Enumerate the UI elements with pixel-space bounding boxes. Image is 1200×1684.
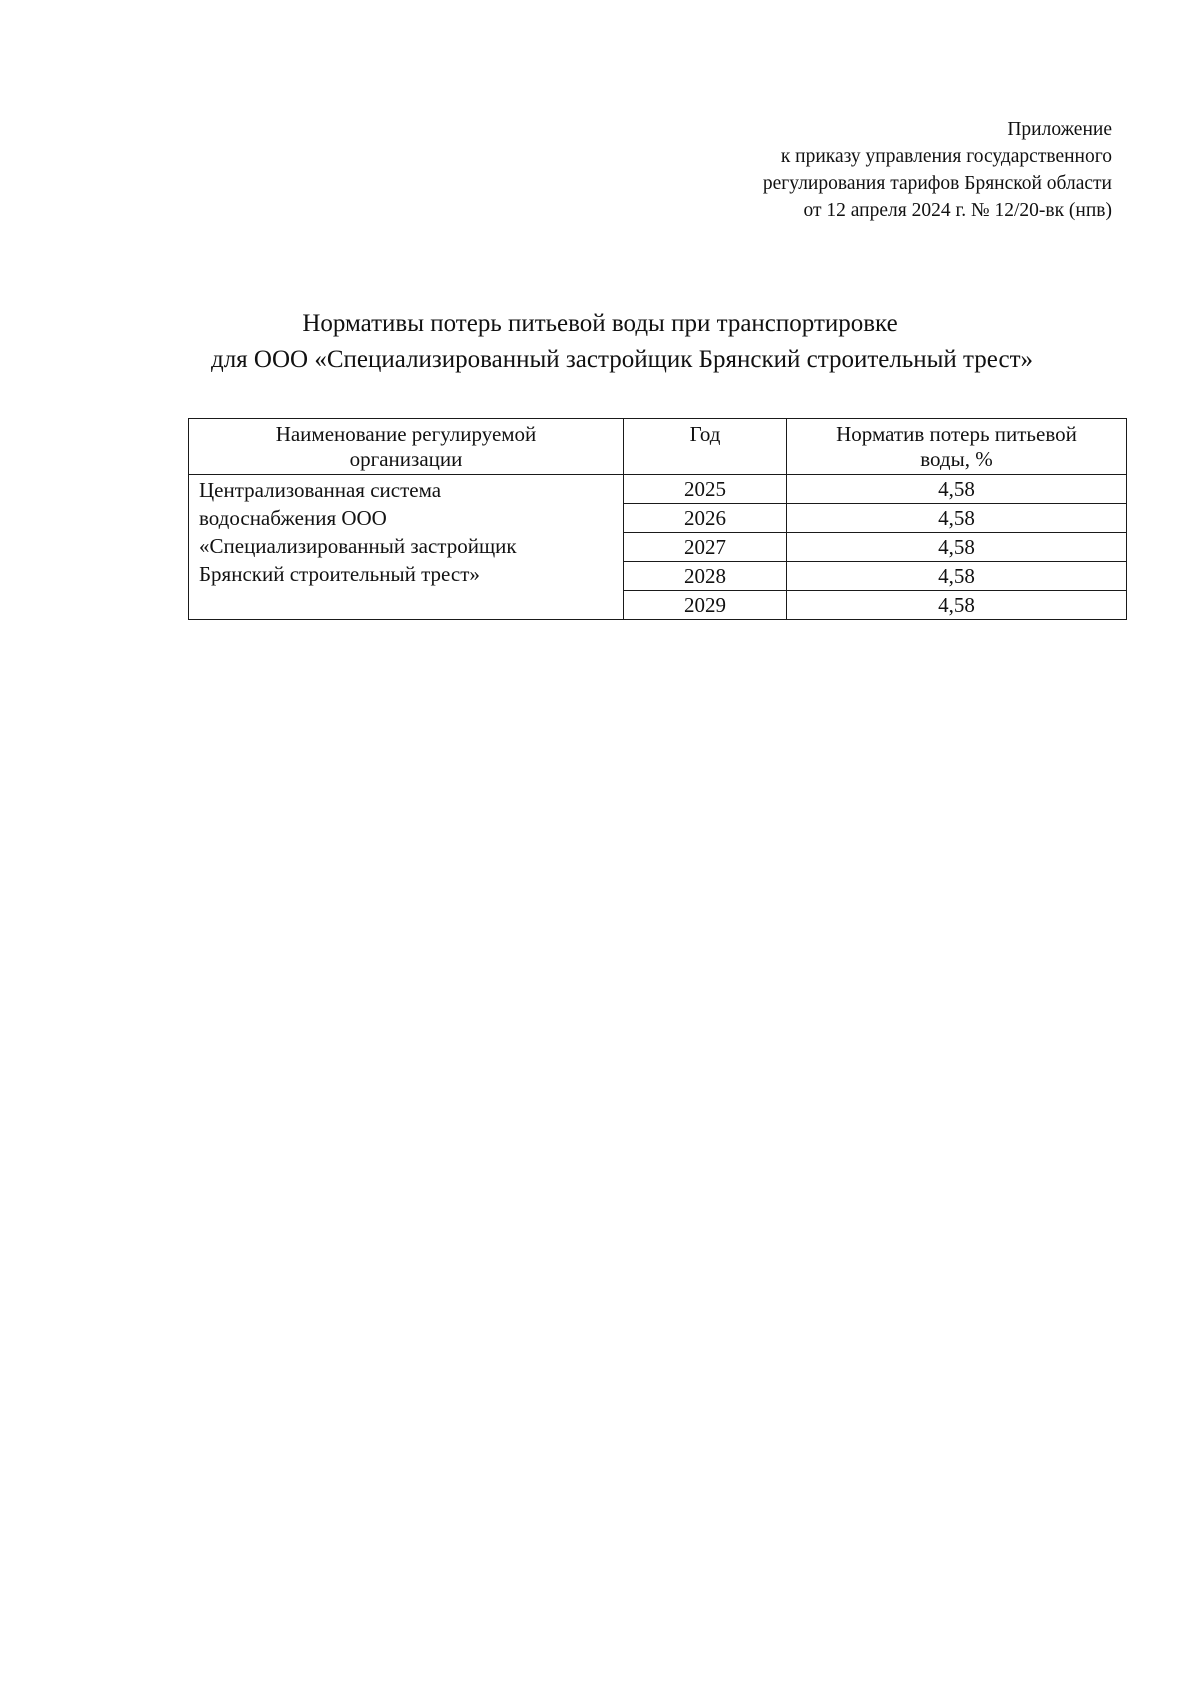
organization-line-4: Брянский строительный трест» [199, 562, 480, 586]
year-cell: 2027 [624, 533, 787, 562]
header-year: Год [624, 419, 787, 475]
norm-value-cell: 4,58 [787, 504, 1127, 533]
organization-cell [189, 475, 624, 620]
norm-value-cell: 4,58 [787, 475, 1127, 504]
header-organization [189, 419, 624, 475]
header-norm [787, 419, 1127, 475]
year-cell: 2028 [624, 562, 787, 591]
appendix-header [763, 116, 1112, 224]
header-organization-line-1: Наименование регулируемой [275, 422, 537, 446]
year-cell: 2025 [624, 475, 787, 504]
header-norm-line-1: Норматив потерь питьевой [836, 422, 1077, 446]
year-cell: 2026 [624, 504, 787, 533]
title-line-1: Нормативы потерь питьевой воды при транспортировке [302, 310, 898, 337]
year-cell: 2029 [624, 591, 787, 620]
title-line-2: для ООО «Специализированный застройщик Брянский строительный трест» [210, 346, 1033, 373]
organization-line-1: Централизованная система [199, 478, 442, 502]
appendix-label: Приложение [1007, 119, 1112, 140]
header-organization-line-2: организации [349, 447, 463, 471]
norm-value-cell: 4,58 [787, 591, 1127, 620]
appendix-order-ref: к приказу управления государственного [780, 146, 1112, 167]
table-row [189, 475, 1127, 504]
norms-table [188, 418, 1127, 620]
table-header-row [189, 419, 1127, 475]
norm-value-cell: 4,58 [787, 533, 1127, 562]
header-norm-line-2: воды, % [920, 447, 993, 471]
appendix-authority: регулирования тарифов Брянской области [762, 173, 1112, 194]
appendix-order-date: от 12 апреля 2024 г. № 12/20-вк (нпв) [803, 200, 1112, 221]
document-title [0, 306, 1200, 378]
organization-line-2: водоснабжения ООО [199, 506, 387, 530]
norm-value-cell: 4,58 [787, 562, 1127, 591]
organization-line-3: «Специализированный застройщик [199, 534, 517, 558]
